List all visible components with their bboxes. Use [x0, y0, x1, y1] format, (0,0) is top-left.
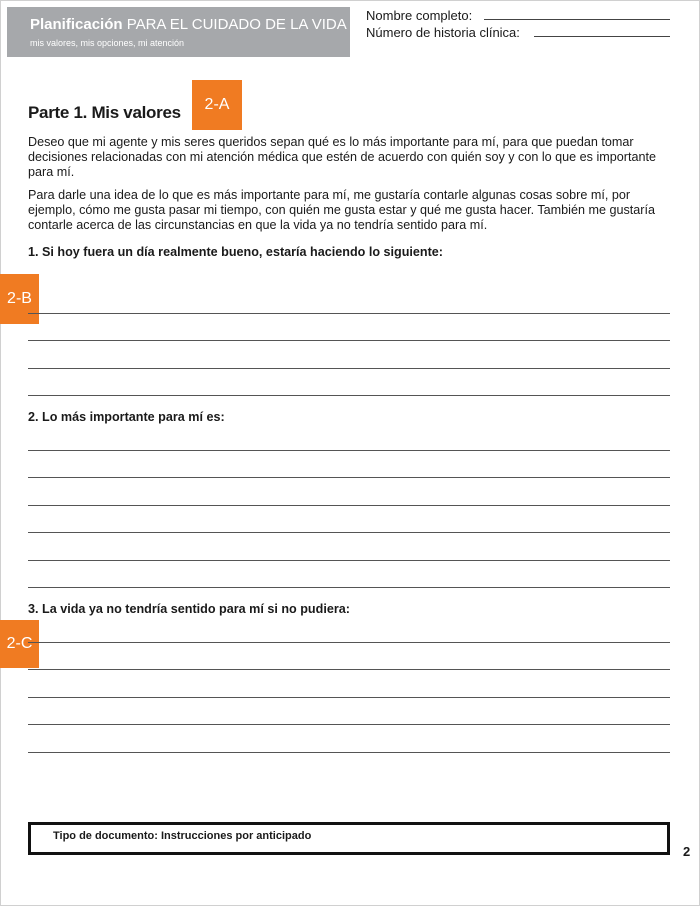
intro-paragraph: Deseo que mi agente y mis seres queridos sepan qué es lo más importante para mí, para que puedan tomar decisiones relacionadas con mi atención médica que estén de acuerdo con quién soy y con lo que es importante para mí. [28, 135, 656, 179]
answer-line-q3[interactable] [28, 697, 670, 698]
question-2: 2. Lo más importante para mí es: [28, 410, 225, 424]
tag-2b: 2-B [0, 274, 39, 324]
answer-line-q3[interactable] [28, 642, 670, 643]
answer-line-q2[interactable] [28, 505, 670, 506]
answer-line-q3[interactable] [28, 752, 670, 753]
full-name-label: Nombre completo: [366, 8, 473, 23]
answer-line-q1[interactable] [28, 313, 670, 314]
answer-line-q1[interactable] [28, 395, 670, 396]
document-type-label: Tipo de documento: Instrucciones por anticipado [53, 830, 312, 842]
answer-line-q1[interactable] [28, 368, 670, 369]
question-1: 1. Si hoy fuera un día realmente bueno, estaría haciendo lo siguiente: [28, 245, 443, 259]
header-subtitle: mis valores, mis opciones, mi atención [30, 38, 185, 48]
header-title: Planificación PARA EL CUIDADO DE LA VIDA [30, 16, 347, 33]
full-name-input-line[interactable] [484, 19, 670, 20]
document-type-box [28, 822, 670, 855]
question-3: 3. La vida ya no tendría sentido para mí si no pudiera: [28, 602, 350, 616]
tag-2c: 2-C [0, 620, 39, 668]
page-number: 2 [683, 844, 691, 859]
answer-line-q3[interactable] [28, 724, 670, 725]
part-title: Parte 1. Mis valores [28, 103, 181, 122]
record-number-input-line[interactable] [534, 36, 670, 37]
answer-line-q2[interactable] [28, 450, 670, 451]
header-banner [7, 7, 350, 57]
answer-line-q2[interactable] [28, 560, 670, 561]
answer-line-q2[interactable] [28, 587, 670, 588]
answer-line-q2[interactable] [28, 532, 670, 533]
tag-2a: 2-A [192, 80, 242, 130]
answer-line-q2[interactable] [28, 477, 670, 478]
context-paragraph: Para darle una idea de lo que es más importante para mí, me gustaría contarle algunas cosas sobre mí, por ejemplo, cómo me gusta pasar mi tiempo, con quién me gusta estar y qué me gusta hacer. También me gustaría contarle acerca de las circunstancias en que la vida ya no tendría sentido para mí. [28, 188, 655, 232]
record-number-label: Número de historia clínica: [366, 25, 520, 40]
answer-line-q1[interactable] [28, 340, 670, 341]
answer-line-q3[interactable] [28, 669, 670, 670]
